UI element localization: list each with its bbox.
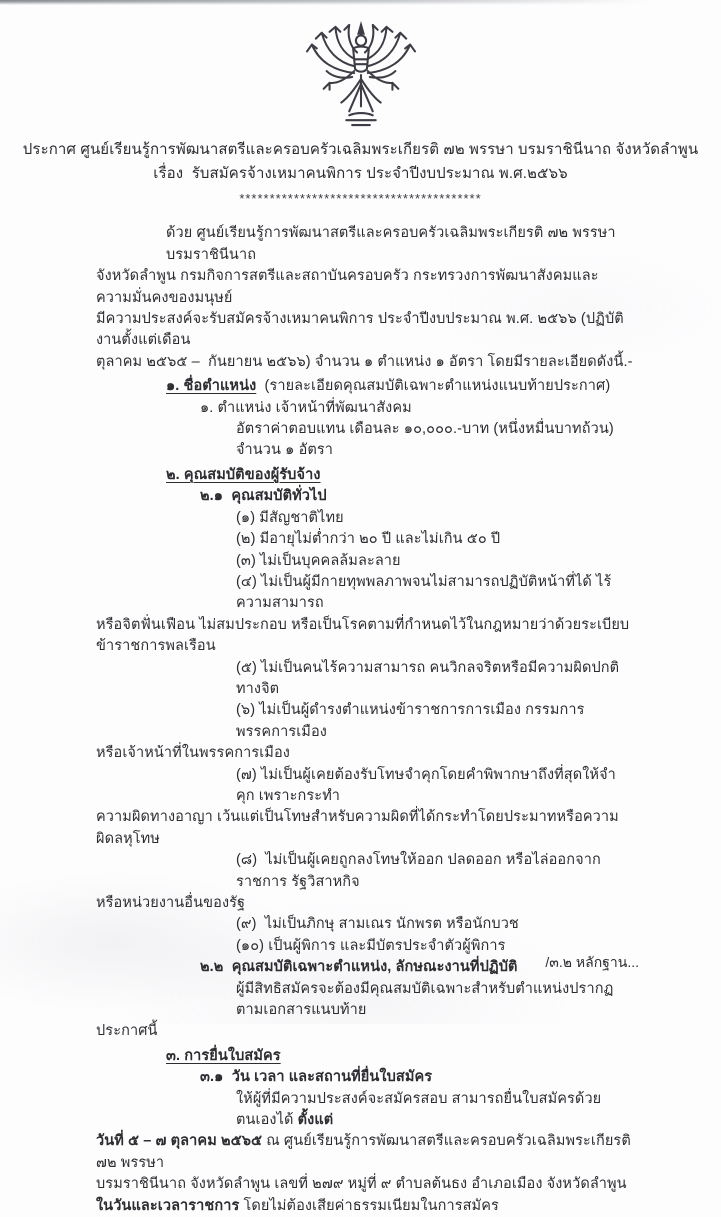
section2-sub2-heading: ๒.๒ คุณสมบัติเฉพาะตำแหน่ง, ลักษณะงานที่ปฏิบัติ — [200, 959, 518, 976]
qualification-item-continuation: ความผิดทางอาญา เว้นแต่เป็นโทษสำหรับความผิดที่ได้กระทำโดยประมาทหรือความผิดลหุโทษ — [96, 809, 619, 847]
section3-body-text: ให้ผู้ที่มีความประสงค์จะสมัครสอบ สามารถยื่นใบสมัครด้วยตนเองได้ — [236, 1090, 602, 1129]
section2-sub2-body-line: ประกาศนี้ — [96, 1023, 158, 1040]
qualification-item-continuation: หรือหน่วยงานอื่นของรัฐ — [96, 895, 246, 911]
section2-heading: ๒. คุณสมบัติของผู้รับจ้าง — [166, 466, 321, 483]
qualification-item: (๑) มีสัญชาติไทย — [236, 509, 344, 526]
section3-body-line — [236, 1089, 633, 1132]
intro-line: จังหวัดลำพูน กรมกิจการสตรีและสถาบันครอบครัว กระทรวงการพัฒนาสังคมและความมั่นคงของมนุษย์ — [96, 268, 599, 306]
intro-line: ด้วย ศูนย์เรียนรู้การพัฒนาสตรีและครอบครัวเฉลิมพระเกียรติ ๗๒ พรรษา บรมราชินีนาถ — [166, 225, 620, 263]
qualification-item-continuation: หรือจิตฟั่นเฟือน ไม่สมประกอบ หรือเป็นโรคตามที่กำหนดไว้ในกฎหมายว่าด้วยระเบียบข้าราชการพลเรือน — [96, 616, 630, 655]
intro-line: ตุลาคม ๒๕๖๕ – กันยายน ๒๕๖๖) จำนวน ๑ ตำแหน่ง ๑ อัตรา โดยมีรายละเอียดดังนี้.- — [96, 353, 633, 370]
qualification-item: (๓) ไม่เป็นบุคคลล้มละลาย — [236, 552, 401, 569]
section3-body-text: โดยไม่ต้องเสียค่าธรรมเนียมในการสมัคร — [239, 1197, 499, 1214]
section3-heading: ๓. การยื่นใบสมัคร — [166, 1047, 281, 1064]
announcement-title-line1: ประกาศ ศูนย์เรียนรู้การพัฒนาสตรีและครอบครัวเฉลิมพระเกียรติ ๗๒ พรรษา บรมราชินีนาถ จังหวัดลำพูน — [22, 141, 699, 158]
section3-address-line: บรมราชินีนาถ จังหวัดลำพูน เลขที่ ๒๗๙ หมู่ที่ ๙ ตำบลต้นธง อำเภอเมือง จังหวัดลำพูน — [96, 1176, 627, 1193]
asterisk-divider: **************************************** — [239, 191, 482, 206]
section1-salary-line: อัตราค่าตอบแทน เดือนละ ๑๐,๐๐๐.-บาท (หนึ่งหมื่นบาทถ้วน) จำนวน ๑ อัตรา — [236, 421, 618, 459]
qualification-item: (๔) ไม่เป็นผู้มีกายทุพพลภาพจนไม่สามารถปฏิบัติหน้าที่ได้ ไร้ความสามารถ — [236, 573, 612, 612]
section2-sub1-heading: ๒.๑ คุณสมบัติทั่วไป — [200, 488, 327, 505]
section1-heading: ๑. ชื่อตำแหน่ง — [166, 378, 257, 395]
section3-date-range: วันที่ ๕ – ๗ ตุลาคม ๒๕๖๕ — [96, 1133, 263, 1150]
section2-sub2-body-line: ผู้มีสิทธิสมัครจะต้องมีคุณสมบัติเฉพาะสำหรับตำแหน่งปรากฏตามเอกสารแนบท้าย — [236, 980, 614, 1019]
announcement-subject-line: เรื่อง รับสมัครจ้างเหมาคนพิการ ประจำปีงบประมาณ พ.ศ.๒๕๖๖ — [153, 165, 568, 182]
qualification-item: (๒) มีอายุไม่ต่ำกว่า ๒๐ ปี และไม่เกิน ๕๐ ปี — [236, 531, 501, 548]
section3-start-date-emphasis: ตั้งแต่ — [297, 1112, 334, 1129]
garuda-emblem-drawing — [287, 20, 435, 130]
qualification-item: (๗) ไม่เป็นผู้เคยต้องรับโทษจำคุกโดยคำพิพากษาถึงที่สุดให้จำคุก เพราะกระทำ — [236, 766, 616, 804]
qualification-item: (๙) ไม่เป็นภิกษุ สามเณร นักพรต หรือนักบวช — [236, 916, 519, 933]
section3-sub1-heading: ๓.๑ วัน เวลา และสถานที่ยื่นใบสมัคร — [200, 1069, 433, 1086]
section1-position-line: ๑. ตำแหน่ง เจ้าหน้าที่พัฒนาสังคม — [200, 399, 412, 416]
qualification-item: (๑๐) เป็นผู้พิการ และมีบัตรประจำตัวผู้พิการ — [236, 937, 506, 954]
scan-edge-shadow — [0, 0, 721, 5]
section3-office-hours-emphasis: ในวันและเวลาราชการ — [96, 1197, 240, 1214]
section1-heading-line — [166, 376, 633, 397]
qualification-item: (๖) ไม่เป็นผู้ดำรงตำแหน่งข้าราชการการเมือง กรรมการพรรคการเมือง — [236, 702, 585, 740]
intro-line: มีความประสงค์จะรับสมัครจ้างเหมาคนพิการ ประจำปีงบประมาณ พ.ศ. ๒๕๖๖ (ปฏิบัติงานตั้งแต่เดือน — [96, 311, 624, 349]
qualification-item: (๘) ไม่เป็นผู้เคยถูกลงโทษให้ออก ปลดออก หรือไล่ออกจากราชการ รัฐวิสาหกิจ — [236, 852, 601, 890]
announcement-document — [0, 138, 721, 1217]
section3-body-text: ณ ศูนย์เรียนรู้การพัฒนาสตรีและครอบครัวเฉลิมพระเกียรติ ๗๒ พรรษา — [96, 1133, 635, 1171]
qualification-item-continuation: หรือเจ้าหน้าที่ในพรรคการเมือง — [96, 745, 290, 762]
garuda-emblem — [287, 20, 435, 130]
qualification-item: (๕) ไม่เป็นคนไร้ความสามารถ คนวิกลจริตหรือมีความผิดปกติทางจิต — [236, 659, 620, 697]
document-body — [0, 209, 721, 1217]
section3-body-line — [96, 1196, 633, 1217]
section1-heading-note: (รายละเอียดคุณสมบัติเฉพาะตำแหน่งแนบท้ายประกาศ) — [256, 378, 611, 395]
section3-body-line — [96, 1131, 633, 1174]
page-continuation-note: /๓.๒ หลักฐาน... — [545, 954, 639, 970]
